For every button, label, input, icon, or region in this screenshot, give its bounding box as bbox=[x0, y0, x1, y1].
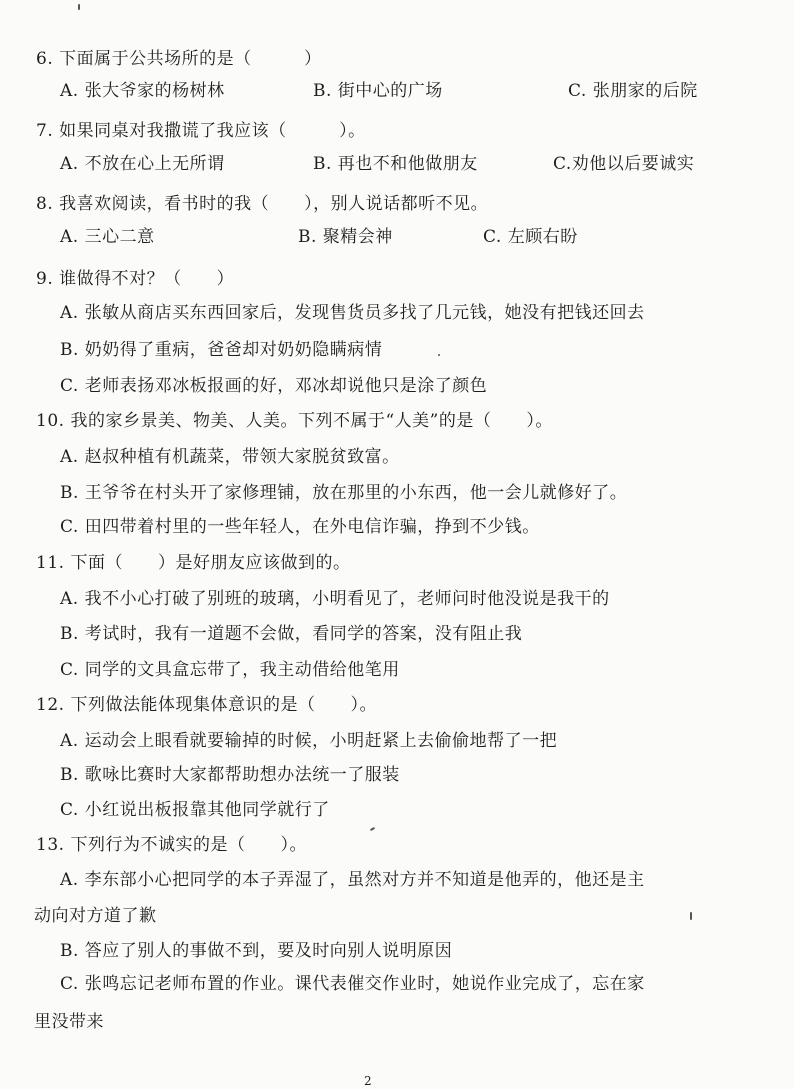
question-6-option-a: A. 张大爷家的杨树林 bbox=[60, 81, 225, 101]
question-13-option-c-continued: 里没带来 bbox=[34, 1012, 104, 1032]
question-13-option-c: C. 张鸣忘记老师布置的作业。课代表催交作业时，她说作业完成了，忘在家 bbox=[60, 974, 645, 994]
question-11-option-c: C. 同学的文具盒忘带了，我主动借给他笔用 bbox=[60, 660, 400, 680]
question-10-option-b: B. 王爷爷在村头开了家修理铺，放在那里的小东西，他一会儿就修好了。 bbox=[60, 483, 628, 503]
question-8-option-b: B. 聚精会神 bbox=[298, 227, 393, 247]
question-9-stem: 9. 谁做得不对？（ ） bbox=[36, 269, 235, 289]
scan-speck bbox=[78, 4, 80, 10]
question-8-option-c: C. 左顾右盼 bbox=[483, 227, 578, 247]
question-10-option-c: C. 田四带着村里的一些年轻人，在外电信诈骗，挣到不少钱。 bbox=[60, 517, 540, 537]
question-9-option-b: B. 奶奶得了重病，爸爸却对奶奶隐瞒病情 bbox=[60, 340, 383, 360]
question-8-stem: 8. 我喜欢阅读，看书时的我（ ），别人说话都听不见。 bbox=[36, 194, 489, 214]
question-13-option-a-continued: 动向对方道了歉 bbox=[34, 906, 157, 926]
scan-speck bbox=[370, 827, 375, 831]
page-number: 2 bbox=[364, 1074, 372, 1088]
question-7-option-a: A. 不放在心上无所谓 bbox=[60, 154, 225, 174]
question-10-option-a: A. 赵叔种植有机蔬菜，带领大家脱贫致富。 bbox=[60, 447, 400, 467]
question-12-option-a: A. 运动会上眼看就要输掉的时候，小明赶紧上去偷偷地帮了一把 bbox=[60, 731, 558, 751]
question-7-option-b: B. 再也不和他做朋友 bbox=[313, 154, 478, 174]
question-11-option-b: B. 考试时，我有一道题不会做，看同学的答案，没有阻止我 bbox=[60, 624, 523, 644]
question-11-option-a: A. 我不小心打破了别班的玻璃，小明看见了，老师问时他没说是我干的 bbox=[60, 589, 610, 609]
question-13-option-b: B. 答应了别人的事做不到，要及时向别人说明原因 bbox=[60, 941, 453, 961]
question-12-option-c: C. 小红说出板报靠其他同学就行了 bbox=[60, 800, 330, 820]
question-9-option-c: C. 老师表扬邓冰板报画的好，邓冰却说他只是涂了颜色 bbox=[60, 376, 488, 396]
question-12-option-b: B. 歌咏比赛时大家都帮助想办法统一了服装 bbox=[60, 765, 400, 785]
question-6-option-b: B. 街中心的广场 bbox=[313, 81, 443, 101]
question-12-stem: 12. 下列做法能体现集体意识的是（ ）。 bbox=[36, 695, 377, 715]
question-13-stem: 13. 下列行为不诚实的是（ ）。 bbox=[36, 835, 307, 855]
scan-speck bbox=[438, 354, 440, 356]
question-8-option-a: A. 三心二意 bbox=[60, 227, 155, 247]
question-11-stem: 11. 下面（ ）是好朋友应该做到的。 bbox=[36, 553, 351, 573]
question-13-option-a: A. 李东部小心把同学的本子弄湿了，虽然对方并不知道是他弄的，他还是主 bbox=[60, 870, 645, 890]
question-6-option-c: C. 张朋家的后院 bbox=[568, 81, 698, 101]
scan-speck bbox=[690, 912, 692, 920]
question-7-stem: 7. 如果同桌对我撒谎了我应该（ ）。 bbox=[36, 121, 366, 141]
question-6-stem: 6. 下面属于公共场所的是（ ） bbox=[36, 49, 322, 69]
question-7-option-c: C.劝他以后要诚实 bbox=[553, 154, 695, 174]
question-10-stem: 10. 我的家乡景美、物美、人美。下列不属于“人美”的是（ ）。 bbox=[36, 411, 553, 431]
question-9-option-a: A. 张敏从商店买东西回家后，发现售货员多找了几元钱，她没有把钱还回去 bbox=[60, 303, 645, 323]
